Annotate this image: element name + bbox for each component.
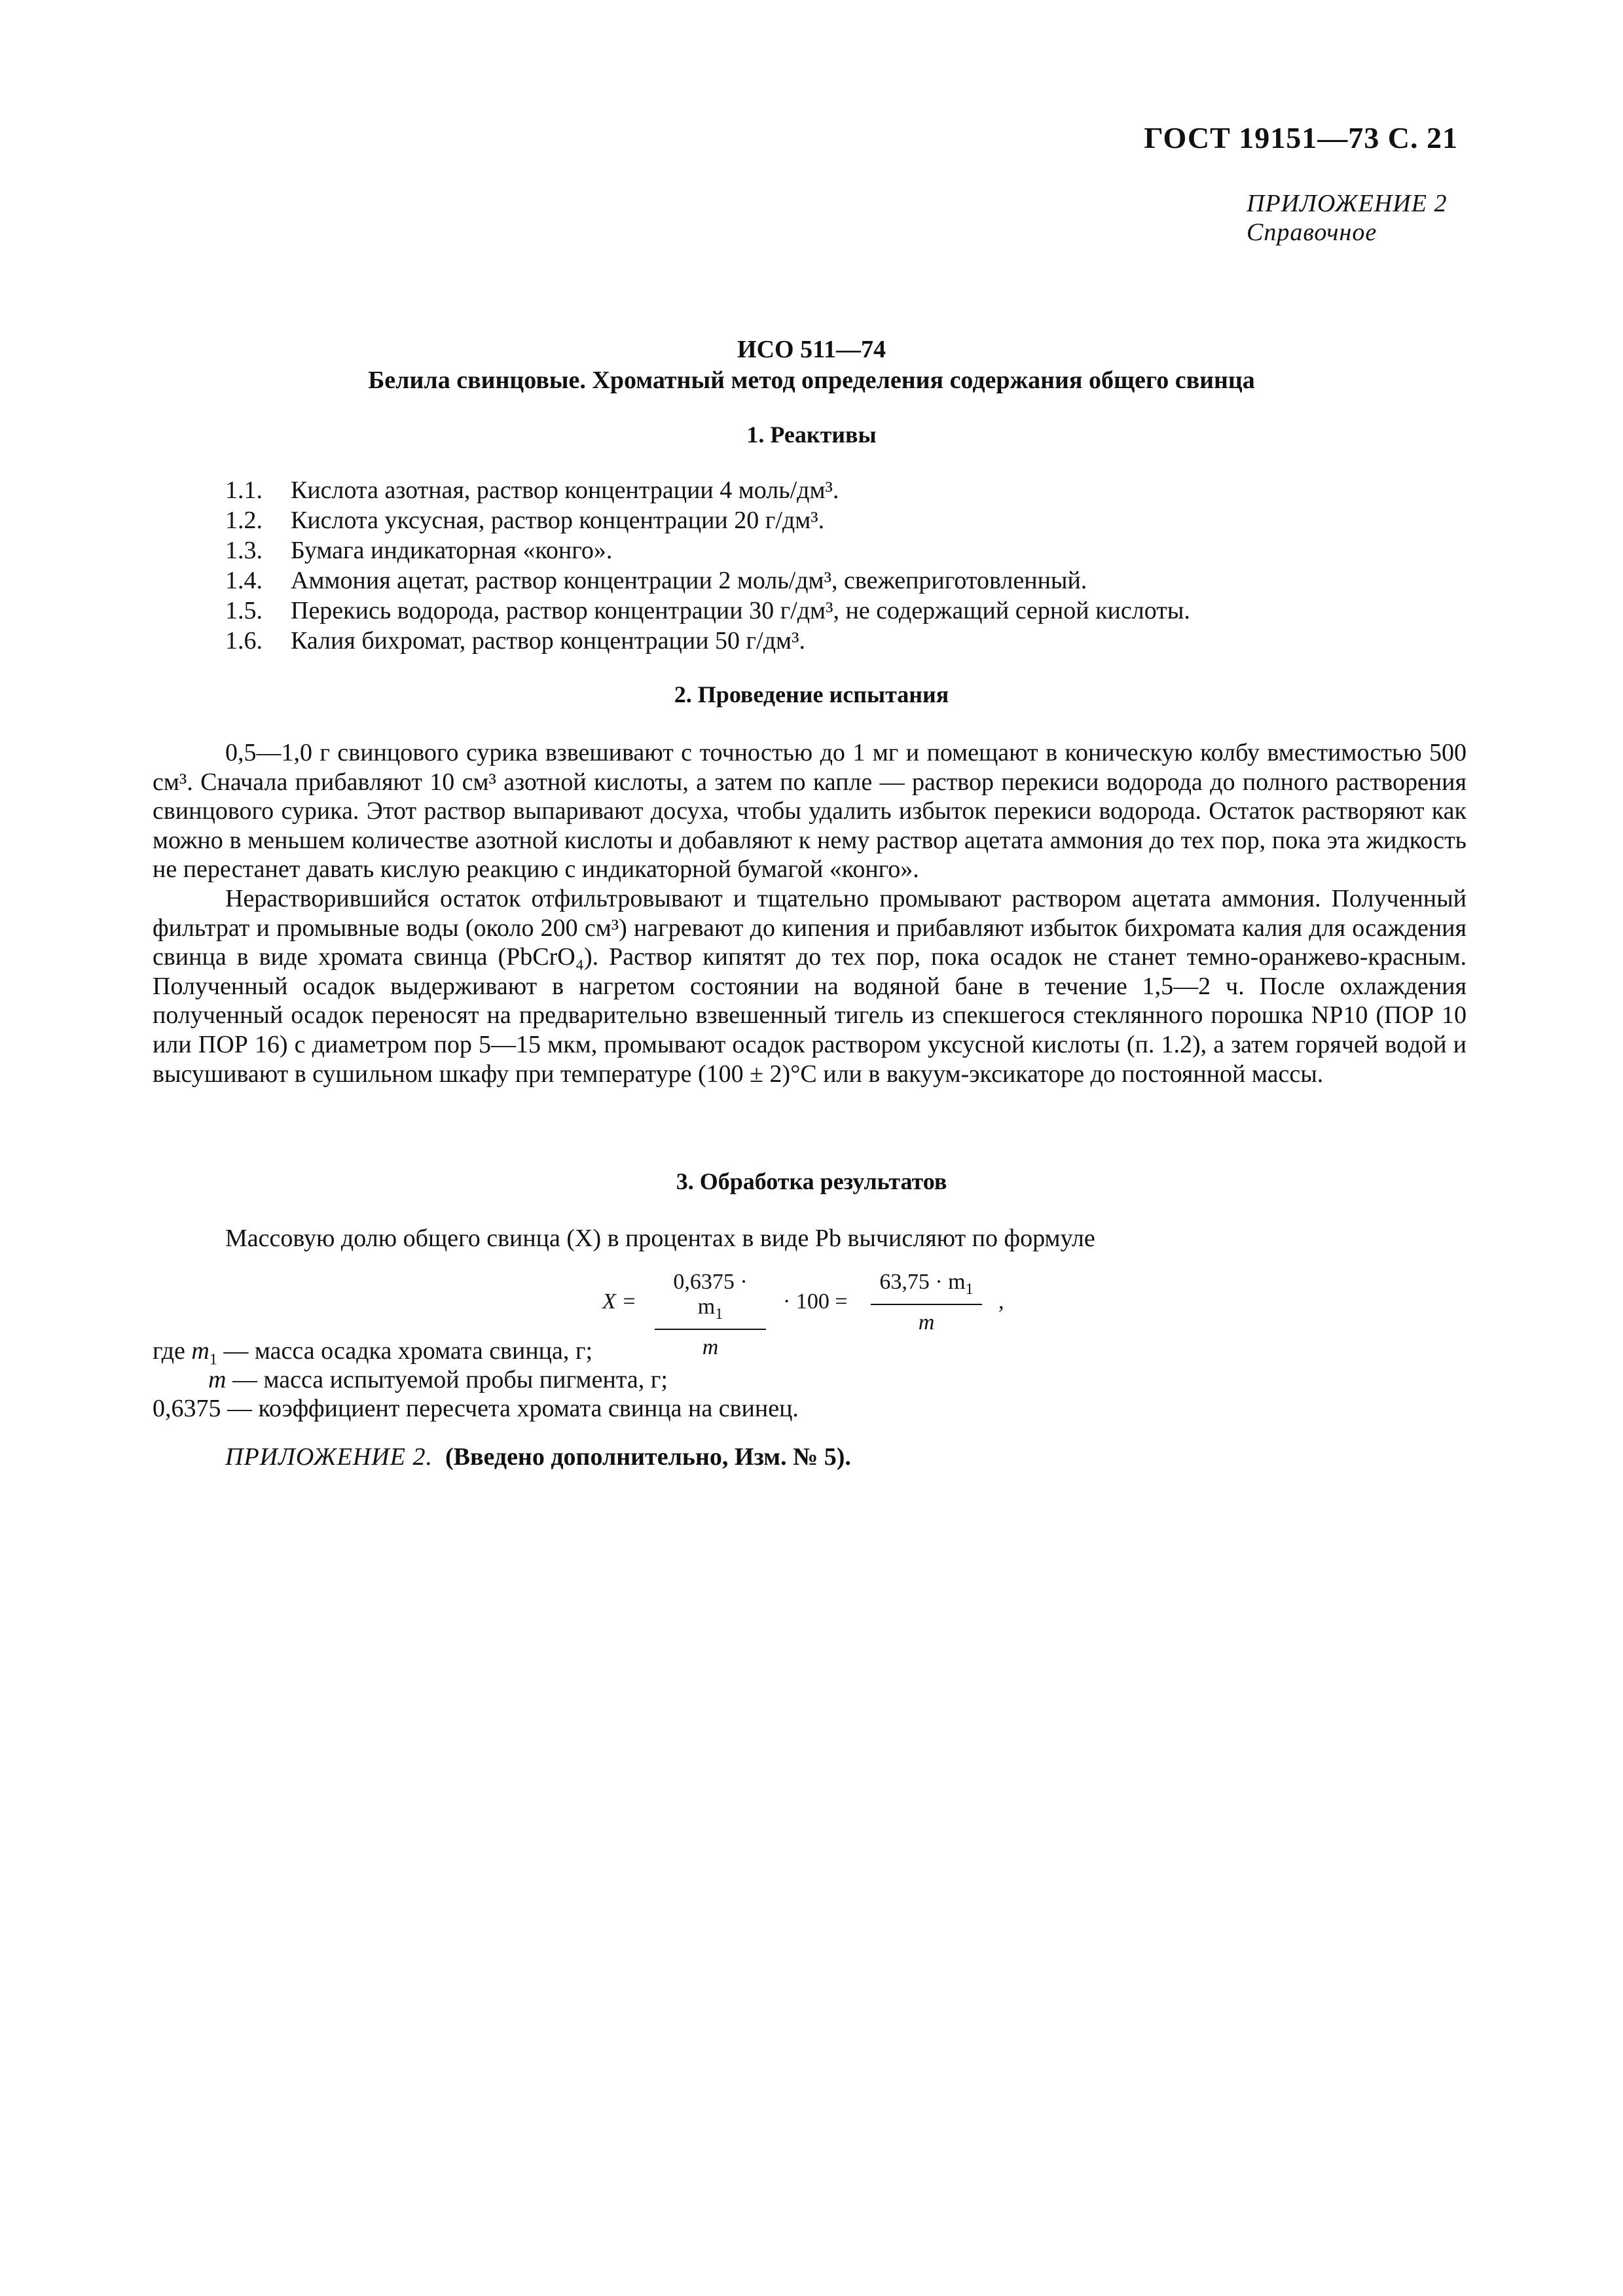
fraction-1-bar [655, 1329, 766, 1330]
legend-item [208, 1365, 668, 1394]
reagent-text: Перекись водорода, раствор концентрации 30 г/дм³, не содержащий серной кислоты. [291, 597, 1190, 624]
page-header-code: ГОСТ 19151—73 С. 21 [1144, 121, 1458, 154]
amendment-text: (Введено дополнительно, Изм. № 5). [445, 1443, 851, 1471]
legend-symbol: m [191, 1337, 210, 1365]
appendix-type: Справочное [1247, 219, 1377, 246]
reagent-number: 1.6. [225, 627, 263, 655]
legend-text: — масса осадка хромата свинца, г; [217, 1337, 593, 1365]
reagent-number: 1.4. [225, 567, 263, 594]
reagent-item [225, 596, 1190, 626]
reagent-item [225, 475, 839, 505]
procedure-text [153, 738, 1467, 1088]
formula-fraction-2 [871, 1270, 982, 1335]
amendment-note [225, 1443, 851, 1471]
legend-text: — коэффициент пересчета хромата свинца на свинец. [221, 1395, 799, 1422]
reagent-text: Бумага индикаторная «конго». [291, 537, 613, 564]
section-3-title: 3. Обработка результатов [676, 1168, 947, 1194]
formula [602, 1270, 1061, 1359]
section-2-title: 2. Проведение испытания [674, 681, 949, 708]
appendix-label: ПРИЛОЖЕНИЕ 2 [1247, 190, 1448, 217]
section-1-title: 1. Реактивы [746, 422, 877, 448]
reagent-number: 1.2. [225, 507, 263, 534]
amendment-appendix-ref: ПРИЛОЖЕНИЕ 2. [225, 1443, 433, 1471]
legend-prefix: где [153, 1337, 192, 1365]
reagent-item [225, 626, 805, 656]
fraction-2-bar [871, 1304, 982, 1305]
calculation-intro [153, 1224, 1467, 1253]
document-title: ИСО 511—74 [737, 336, 886, 363]
fraction-2-subscript: 1 [965, 1280, 974, 1298]
fraction-2-numerator: 63,75 · m [879, 1270, 966, 1294]
legend-subscript: 1 [209, 1351, 217, 1369]
legend-symbol: 0,6375 [153, 1395, 221, 1422]
fraction-2-denominator: m [918, 1310, 935, 1335]
formula-lhs: X = [602, 1289, 637, 1314]
reagent-number: 1.1. [225, 476, 263, 504]
fraction-1-numerator: 0,6375 · m [673, 1270, 748, 1319]
reagent-text: Кислота азотная, раствор концентрации 4 моль/дм³. [291, 476, 839, 504]
legend-symbol: m [208, 1366, 227, 1393]
reagent-text: Аммония ацетат, раствор концентрации 2 моль/дм³, свежеприготовленный. [291, 567, 1087, 594]
fraction-1-subscript: 1 [715, 1305, 723, 1323]
formula-multiplier: · 100 = [783, 1289, 848, 1314]
reagent-number: 1.3. [225, 537, 263, 564]
appendix-block [1247, 189, 1447, 247]
document-subtitle: Белила свинцовые. Хроматный метод определения содержания общего свинца [368, 367, 1255, 394]
reagent-item [225, 565, 1087, 596]
legend-item [153, 1394, 799, 1423]
formula-fraction-1 [655, 1270, 766, 1360]
calculation-intro-text: Массовую долю общего свинца (X) в процентах в виде Pb вычисляют по формуле [225, 1225, 1095, 1252]
procedure-paragraph: Нерастворившийся остаток отфильтровывают и тщательно промывают раствором ацетата аммония. Полученный фильтрат и промывные воды (около 200 см³) нагревают до кипения и прибавляют избыток бихромата калия для осаждения свинца в виде хромата свинца (PbCrO₄). Раствор кипятят до тех пор, пока осадок не станет темно-оранжево-красным. Полученный осадок выдерживают в нагретом состоянии на водяной бане в течение 1,5—2 ч. После охлаждения полученный осадок переносят на предварительно взвешенный тигель из спекшегося стеклянного порошка NP10 (ПОР 10 или ПОР 16) с диаметром пор 5—15 мкм, промывают осадок раствором уксусной кислоты (п. 1.2), а затем горячей водой и высушивают в сушильном шкафу при температуре (100 ± 2)°С или в вакуум-эксикаторе до постоянной массы. [153, 884, 1467, 1088]
procedure-paragraph: 0,5—1,0 г свинцового сурика взвешивают с точностью до 1 мг и помещают в коническую колбу вместимостью 500 см³. Сначала прибавляют 10 см³ азотной кислоты, а затем по капле — раствор перекиси водорода до полного растворения свинцового сурика. Этот раствор выпаривают досуха, чтобы удалить избыток перекиси водорода. Остаток растворяют как можно в меньшем количестве азотной кислоты и добавляют к нему раствор ацетата аммония до тех пор, пока эта жидкость не перестанет давать кислую реакцию с индикаторной бумагой «конго». [153, 739, 1467, 884]
legend-text: — масса испытуемой пробы пигмента, г; [226, 1366, 668, 1393]
reagent-text: Калия бихромат, раствор концентрации 50 г/дм³. [291, 627, 805, 655]
reagent-item [225, 535, 612, 565]
reagent-number: 1.5. [225, 597, 263, 624]
reagent-text: Кислота уксусная, раствор концентрации 20 г/дм³. [291, 507, 825, 534]
formula-comma: , [998, 1289, 1004, 1314]
fraction-1-denominator: m [702, 1335, 719, 1359]
reagent-item [225, 505, 824, 535]
